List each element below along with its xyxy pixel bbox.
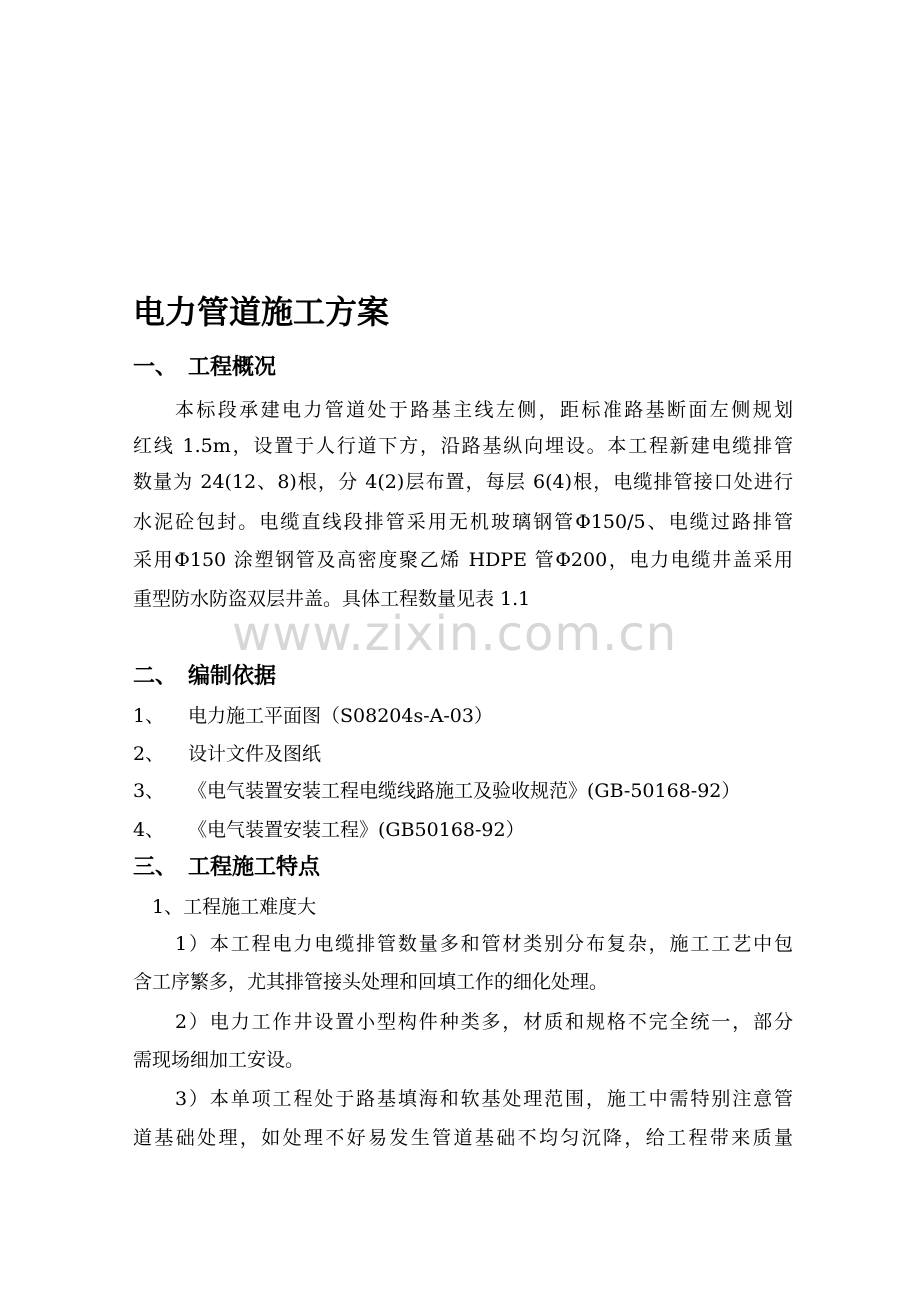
list-item [133, 816, 525, 844]
list-item-text: 电力施工平面图（S08204s-A-03） [188, 705, 493, 727]
paragraph-line: 含工序繁多，尤其排管接头处理和回填工作的细化处理。 [133, 971, 609, 993]
section-number: 三、 [133, 855, 178, 880]
list-item [133, 777, 740, 805]
paragraph-line: 水泥砼包封。电缆直线段排管采用无机玻璃钢管Φ150/5、电缆过路排管 [133, 511, 793, 533]
document-title: 电力管道施工方案 [133, 293, 390, 331]
section-title: 编制依据 [188, 664, 277, 689]
paragraph-line: 需现场细加工安设。 [133, 1049, 305, 1071]
paragraph-line: 3）本单项工程处于路基填海和软基处理范围，施工中需特别注意管 [175, 1088, 793, 1110]
section-title: 工程施工特点 [188, 855, 321, 880]
section-1-heading [133, 353, 276, 383]
paragraph-line: 2）电力工作井设置小型构件种类多，材质和规格不完全统一，部分 [175, 1011, 793, 1033]
section-2-heading [133, 662, 276, 692]
paragraph-line: 本标段承建电力管道处于路基主线左侧，距标准路基断面左侧规划 [175, 399, 793, 421]
list-item-number: 2、 [133, 743, 165, 765]
paragraph-line: 采用Φ150 涂塑钢管及高密度聚乙烯 HDPE 管Φ200，电力电缆井盖采用 [133, 549, 793, 571]
list-item-number: 3、 [133, 780, 165, 802]
list-item-text: 《电气装置安装工程》(GB50168-92） [188, 819, 525, 841]
subsection-heading: 1、工程施工难度大 [152, 896, 317, 918]
list-item-text: 设计文件及图纸 [188, 743, 322, 765]
list-item-number: 1、 [133, 705, 165, 727]
section-number: 二、 [133, 664, 178, 689]
list-item [133, 702, 493, 730]
paragraph-line: 1）本工程电力电缆排管数量多和管材类别分布复杂，施工工艺中包 [175, 933, 793, 955]
section-3-heading [133, 853, 320, 883]
paragraph-line: 红线 1.5m，设置于人行道下方，沿路基纵向埋设。本工程新建电缆排管 [133, 435, 793, 457]
section-title: 工程概况 [188, 355, 277, 380]
list-item-number: 4、 [133, 819, 165, 841]
paragraph-line: 数量为 24(12、8)根，分 4(2)层布置，每层 6(4)根，电缆排管接口处进行 [133, 471, 793, 493]
paragraph-line: 道基础处理，如处理不好易发生管道基础不均匀沉降，给工程带来质量 [133, 1127, 793, 1149]
watermark: www.zixin.com.cn [232, 606, 678, 662]
list-item [133, 740, 321, 768]
list-item-text: 《电气装置安装工程电缆线路施工及验收规范》(GB-50168-92） [188, 780, 741, 802]
section-number: 一、 [133, 355, 178, 380]
paragraph-line: 重型防水防盗双层井盖。具体工程数量见表 1.1 [133, 588, 531, 610]
